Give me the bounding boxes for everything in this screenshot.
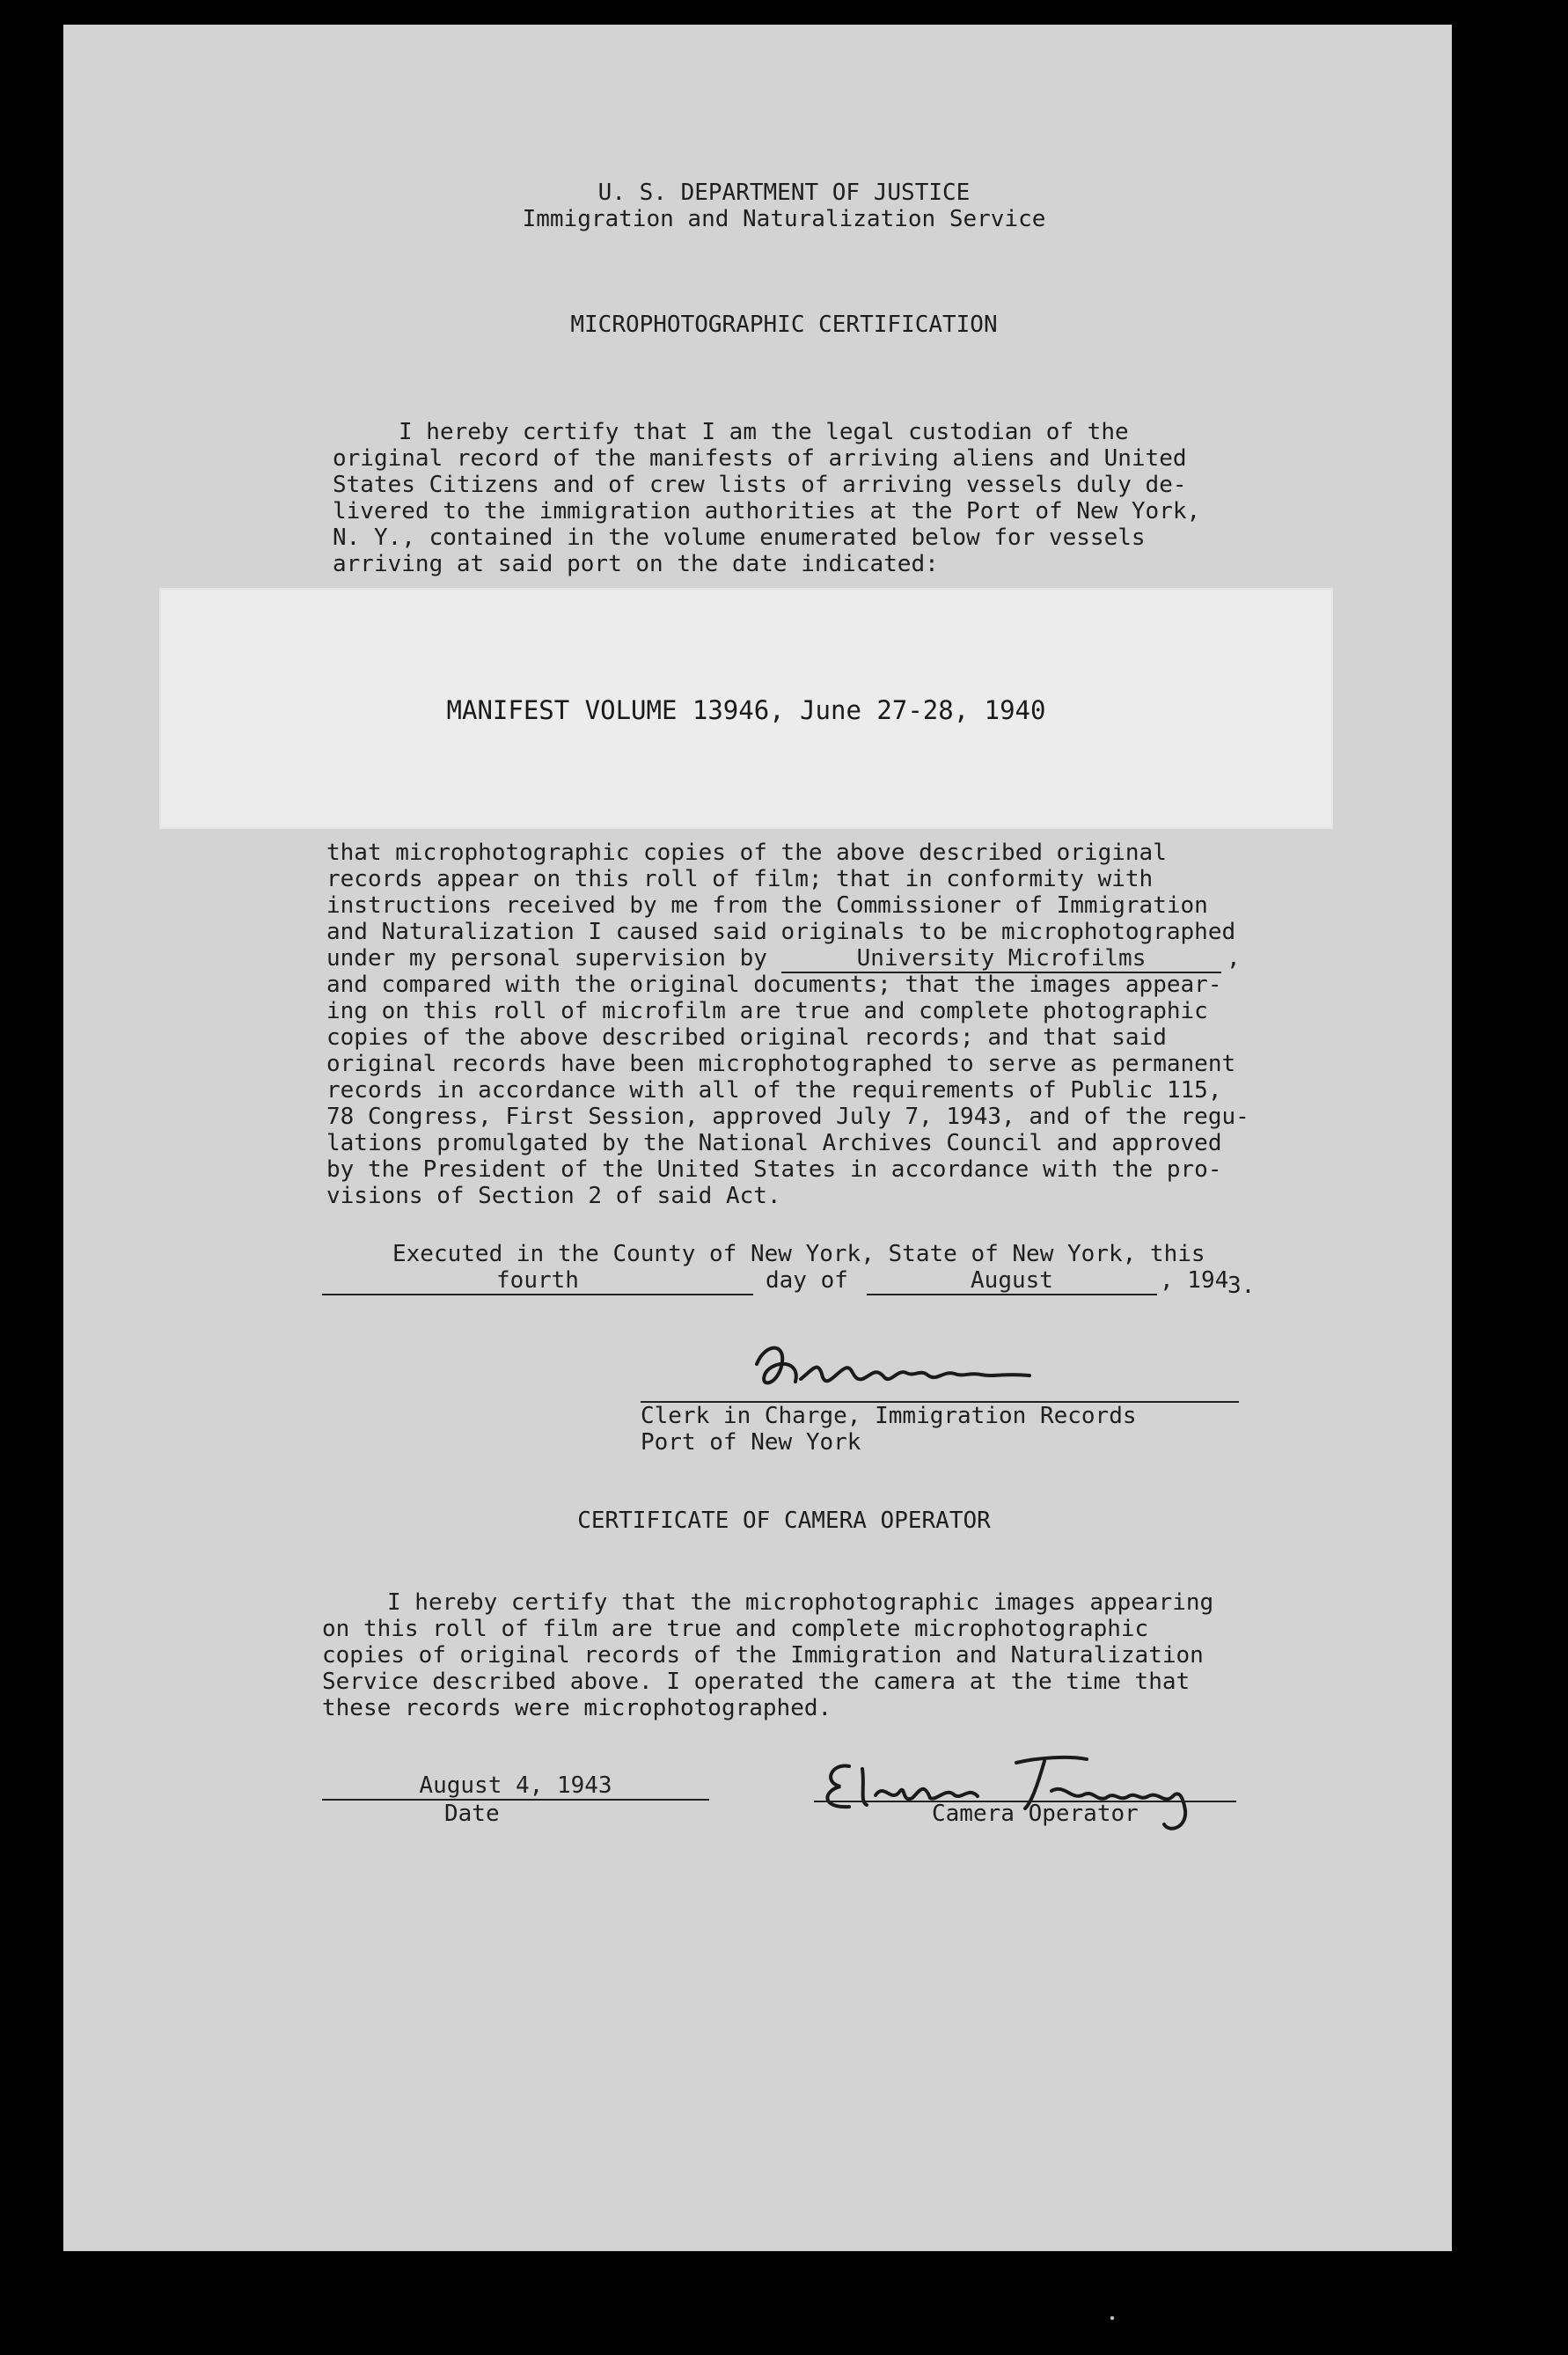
certification-line: records appear on this roll of film; that in conformity with <box>326 866 1154 892</box>
manifest-slip <box>161 590 1331 827</box>
executed-month-field: August <box>867 1267 1157 1295</box>
clerk-port: Port of New York <box>641 1429 861 1456</box>
agency-name: U. S. DEPARTMENT OF JUSTICE <box>597 180 971 206</box>
operator-date-field: August 4, 1943 <box>322 1772 709 1801</box>
clerk-title: Clerk in Charge, Immigration Records <box>641 1403 1137 1429</box>
certification-line: ing on this roll of microfilm are true and complete photographic <box>326 998 1208 1024</box>
certification-line: and Naturalization I caused said originals to be microphotographed <box>326 919 1236 945</box>
executed-year-prefix: , 194 <box>1160 1267 1229 1294</box>
day-of-label: day of <box>766 1267 848 1294</box>
service-name: Immigration and Naturalization Service <box>522 206 1046 232</box>
executed-line: Executed in the County of New York, State of New York, this <box>392 1241 1205 1267</box>
clerk-signature <box>739 1333 1091 1404</box>
certification-line: 78 Congress, First Session, approved July 7, 1943, and of the regu- <box>326 1104 1249 1130</box>
executed-year-suffix: 3. <box>1227 1273 1256 1299</box>
camera-line: copies of original records of the Immigration and Naturalization <box>322 1642 1204 1669</box>
camera-line: these records were microphotographed. <box>322 1695 832 1721</box>
certification-line: under my personal supervision by <box>326 945 767 972</box>
camera-line: on this roll of film are true and complete microphotographic <box>322 1616 1149 1642</box>
film-speck <box>1110 2316 1114 2320</box>
custodian-line: I hereby certify that I am the legal custodian of the <box>399 419 1129 445</box>
executed-day-field: fourth <box>322 1267 753 1295</box>
certification-line: that microphotographic copies of the above described original <box>326 840 1167 866</box>
microfilm-company-field: University Microfilms <box>781 945 1221 973</box>
certification-line: and compared with the original documents; that the images appear- <box>326 972 1222 998</box>
camera-line: I hereby certify that the microphotographic images appearing <box>387 1589 1214 1616</box>
document-title: MICROPHOTOGRAPHIC CERTIFICATION <box>570 312 998 338</box>
camera-line: Service described above. I operated the camera at the time that <box>322 1669 1191 1695</box>
certification-line: by the President of the United States in accordance with the pro- <box>326 1156 1222 1183</box>
custodian-line: arriving at said port on the date indicated: <box>333 551 939 577</box>
camera-operator-label: Camera Operator <box>932 1801 1139 1827</box>
certification-line: lations promulgated by the National Archives Council and approved <box>326 1130 1222 1156</box>
certification-line: records in accordance with all of the requirements of Public 115, <box>326 1077 1222 1104</box>
custodian-line: livered to the immigration authorities at the Port of New York, <box>333 498 1201 525</box>
camera-certificate-title: CERTIFICATE OF CAMERA OPERATOR <box>577 1508 991 1534</box>
comma: , <box>1227 945 1241 972</box>
custodian-line: N. Y., contained in the volume enumerated below for vessels <box>333 525 1146 551</box>
certification-line: copies of the above described original records; and that said <box>326 1024 1167 1051</box>
custodian-line: original record of the manifests of arriving aliens and United <box>333 445 1187 472</box>
certification-line: original records have been microphotographed to serve as permanent <box>326 1051 1236 1077</box>
date-label: Date <box>444 1801 500 1827</box>
certification-line: instructions received by me from the Commissioner of Immigration <box>326 892 1208 919</box>
certification-line: visions of Section 2 of said Act. <box>326 1183 781 1209</box>
custodian-line: States Citizens and of crew lists of arriving vessels duly de- <box>333 472 1187 498</box>
manifest-volume-label: MANIFEST VOLUME 13946, June 27-28, 1940 <box>446 695 1046 725</box>
camera-operator-signature <box>814 1747 1245 1844</box>
